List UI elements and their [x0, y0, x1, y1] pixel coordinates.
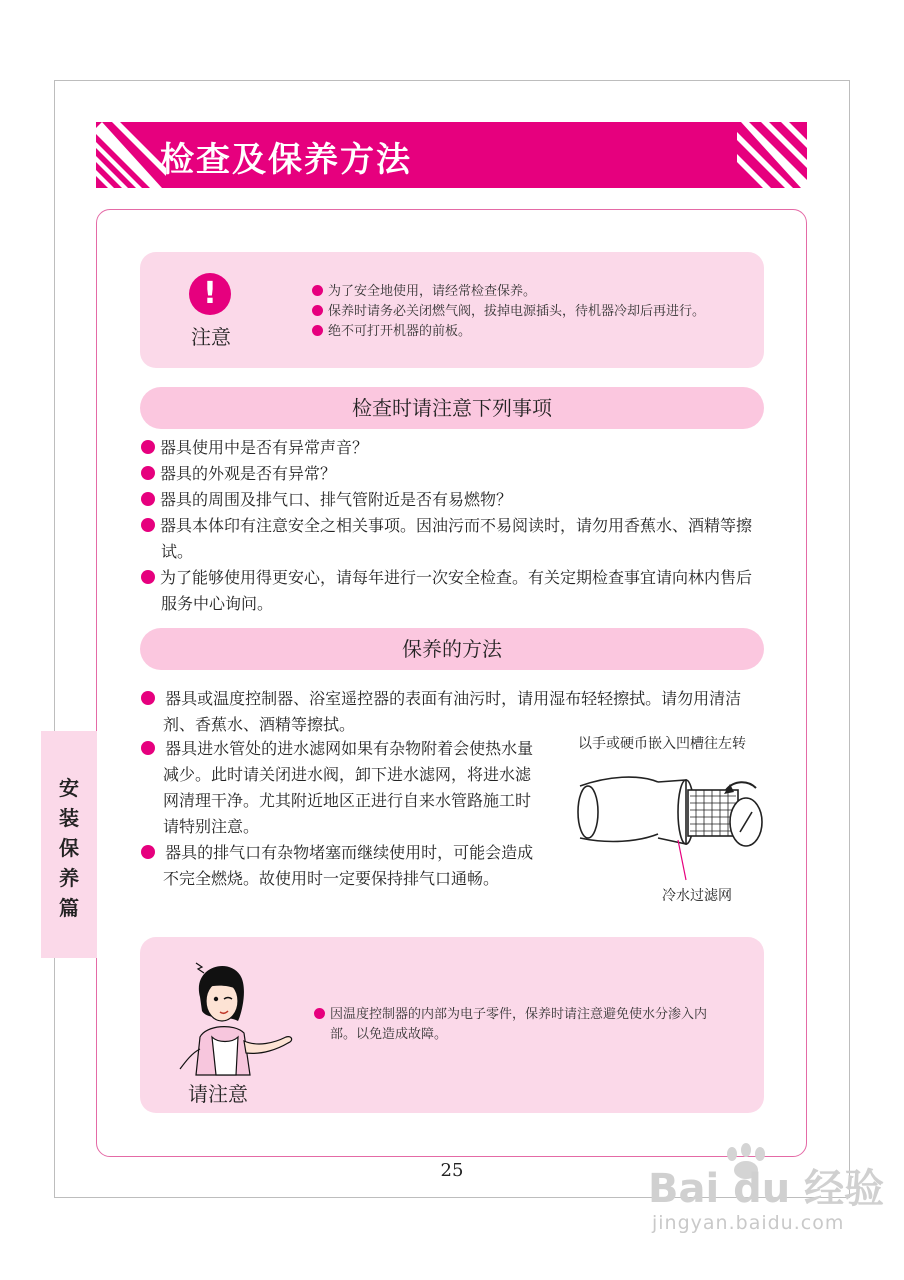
list-item: 器具本体印有注意安全之相关事项。因油污而不易阅读时，请勿用香蕉水、酒精等擦 试。 [141, 513, 771, 565]
list-item: 因温度控制器的内部为电子零件，保养时请注意避免使水分渗入内 [314, 1005, 734, 1025]
bullet-icon [141, 691, 155, 705]
watermark-logo-text: Bai du 经验 [648, 1166, 885, 1212]
bullet-icon [312, 305, 323, 316]
inspection-list [141, 435, 771, 617]
water-filter-illustration [578, 756, 768, 884]
bullet-icon [141, 845, 155, 859]
maintenance-list [141, 686, 771, 738]
bullet-icon [314, 1008, 325, 1019]
list-item: 器具或温度控制器、浴室遥控器的表面有油污时，请用湿布轻轻擦拭。请勿用清洁 剂、香蕉水、酒精等擦拭。 [141, 686, 771, 738]
inspection-heading: 检查时请注意下列事项 [140, 387, 764, 429]
caution-list [312, 282, 705, 342]
note-label: 请注意 [188, 1082, 248, 1106]
figure-caption: 冷水过滤网 [662, 888, 732, 904]
list-item: 器具进水管处的进水滤网如果有杂物附着会使热水量 减少。此时请关闭进水阀，卸下进水滤网，将进水滤 网清理干净。尤其附近地区正进行自来水管路施工时 请特别注意。 [141, 736, 561, 840]
list-item: 器具使用中是否有异常声音？ [141, 435, 771, 461]
list-item: 为了安全地使用，请经常检查保养。 [312, 282, 705, 302]
bullet-icon [141, 492, 155, 506]
stripes-decoration [96, 122, 166, 188]
note-text [314, 1005, 734, 1045]
list-item: 绝不可打开机器的前板。 [312, 322, 705, 342]
bullet-icon [141, 518, 155, 532]
bullet-icon [141, 466, 155, 480]
list-item: 保养时请务必关闭燃气阀，拔掉电源插头，待机器冷却后再进行。 [312, 302, 705, 322]
bullet-icon [141, 741, 155, 755]
bullet-icon [141, 440, 155, 454]
maintenance-list [141, 736, 561, 892]
woman-illustration [178, 957, 298, 1075]
bullet-icon [312, 325, 323, 336]
maintenance-heading: 保养的方法 [140, 628, 764, 670]
bullet-icon [141, 570, 155, 584]
bullet-icon [312, 285, 323, 296]
section-side-tab [41, 731, 97, 958]
side-tab-label: 安 装 保 养 篇 [59, 776, 79, 920]
title-banner [96, 122, 807, 188]
list-item: 为了能够使用得更安心，请每年进行一次安全检查。有关定期检查事宜请向林内售后 服务中心询问。 [141, 565, 771, 617]
watermark-url: jingyan.baidu.com [652, 1212, 845, 1234]
stripes-decoration [737, 122, 807, 188]
list-item: 器具的排气口有杂物堵塞而继续使用时，可能会造成 不完全燃烧。故使用时一定要保持排气口通畅。 [141, 840, 561, 892]
page-number: 25 [440, 1160, 464, 1181]
baidu-logo-watermark [648, 1140, 885, 1212]
page-title: 检查及保养方法 [160, 140, 412, 180]
caution-label: 注意 [191, 325, 231, 349]
figure-caption: 以手或硬币嵌入凹槽往左转 [578, 736, 746, 752]
list-item-continuation: 部。以免造成故障。 [330, 1027, 448, 1042]
list-item: 器具的外观是否有异常？ [141, 461, 771, 487]
list-item: 器具的周围及排气口、排气管附近是否有易燃物？ [141, 487, 771, 513]
exclamation-icon: ! [189, 273, 231, 315]
